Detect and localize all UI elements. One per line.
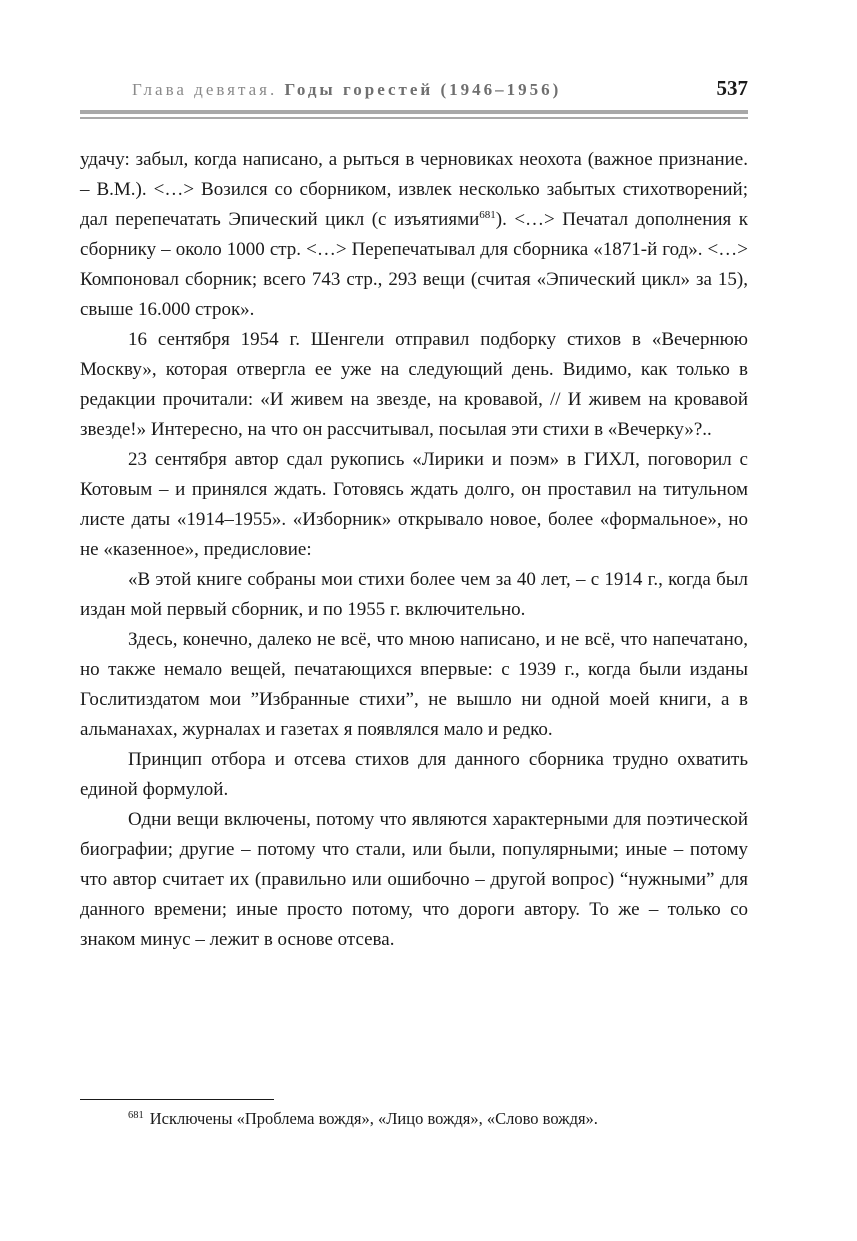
paragraph-1-text-after: ). <…> Печатал дополнения к сборнику – около 1000 стр. <…> Перепечатывал для сборника «1871-й год». <…> Компоновал сборник; всего 743 стр., 293 вещи (считая «Эпический цикл» за 15), свыше 16.000 строк». [80,209,748,320]
chapter-title: Годы горестей (1946–1956) [284,80,562,99]
paragraph-2: 16 сентября 1954 г. Шенгели отправил подборку стихов в «Вечернюю Москву», которая отвергла ее уже на следующий день. Видимо, как только в редакции прочитали: «И живем на звезде, на кровавой, // И живем на кровавой звезде!» Интересно, на что он рассчитывал, посылая эти стихи в «Вечерку»?.. [80,329,748,440]
footnote-text: Исключены «Проблема вождя», «Лицо вождя», «Слово вождя». [149,1109,598,1128]
paragraph-1 [80,145,748,325]
main-text [80,145,748,955]
footnote-separator [80,1099,274,1100]
chapter-header [132,80,561,100]
footnote-reference: 681 [479,209,496,221]
chapter-label: Глава девятая. [132,80,278,99]
header-rule-thin [80,117,748,119]
paragraph-1-text: удачу: забыл, когда написано, а рыться в черновиках неохота (важное признание. – В.М.). <…> Возился со сборником, извлек несколько забытых стихотворений; дал перепечатать Эпический цикл (с изъятиями [80,149,748,230]
footnote-number: 681 [128,1110,144,1121]
header-rule-thick [80,110,748,114]
page-number: 537 [716,76,748,100]
paragraph-7: Одни вещи включены, потому что являются характерными для поэтической биографии; другие – потому что стали, или были, популярными; иные – потому что автор считает их (правильно или ошибочно – другой вопрос) “нужными” для данного времени; иные просто потому, что дороги автору. То же – только со знаком минус – лежит в основе отсева. [80,809,748,950]
paragraph-5: Здесь, конечно, далеко не всё, что мною написано, и не всё, что напечатано, но также немало вещей, печатающихся впервые: с 1939 г., когда были изданы Гослитиздатом мои ”Избранные стихи”, не вышло ни одной моей книги, а в альманахах, журналах и газетах я появлялся мало и редко. [80,629,748,740]
paragraph-3: 23 сентября автор сдал рукопись «Лирики и поэм» в ГИХЛ, поговорил с Котовым – и принялся ждать. Готовясь ждать долго, он проставил на титульном листе даты «1914–1955». «Изборник» открывало новое, более «формальное», но не «казенное», предисловие: [80,449,748,560]
paragraph-6: Принцип отбора и отсева стихов для данного сборника трудно охватить единой формулой. [80,749,748,800]
paragraph-4: «В этой книге собраны мои стихи более чем за 40 лет, – с 1914 г., когда был издан мой первый сборник, и по 1955 г. включительно. [80,569,748,620]
footnote [128,1106,748,1132]
running-header [80,76,748,106]
